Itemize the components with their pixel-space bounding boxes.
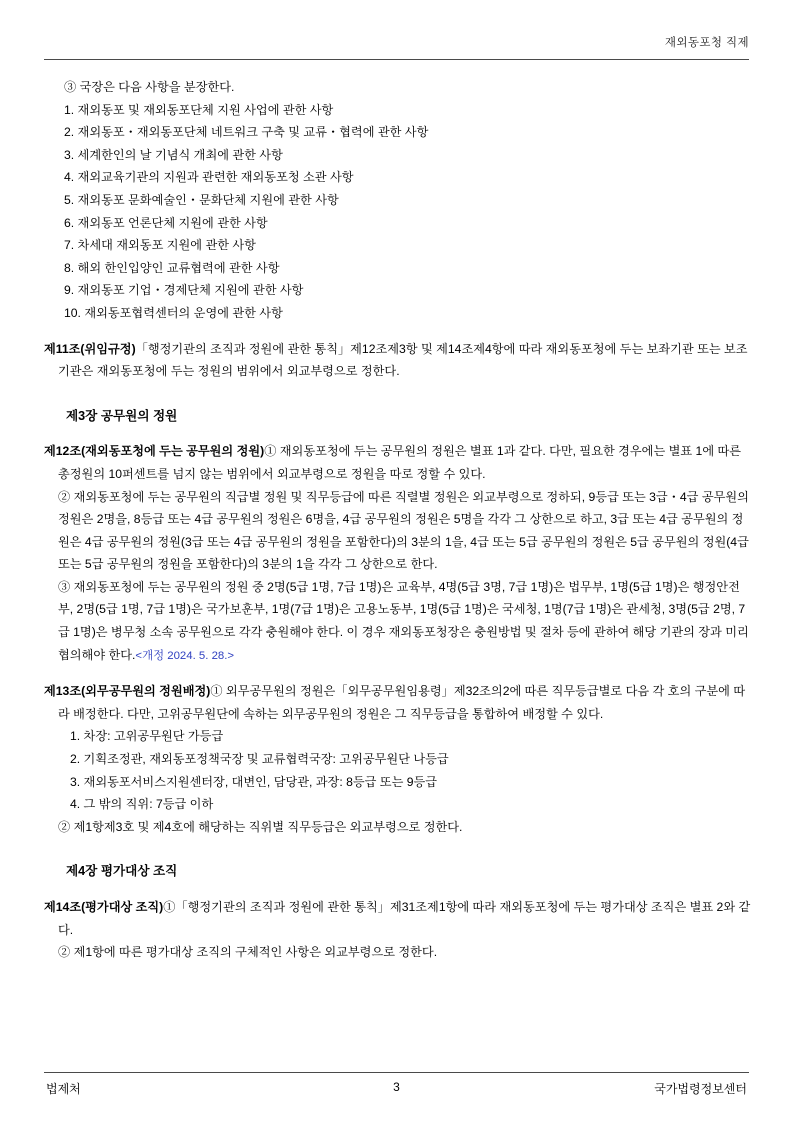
article-12-paragraph-1 [44,440,752,485]
footer-publisher: 법제처 [46,1082,81,1096]
page-content [44,76,752,964]
page-header [44,34,749,64]
list-item: ③ 국장은 다음 사항을 분장한다. [64,80,235,94]
list-item: 4. 재외교육기관의 지원과 관련한 재외동포청 소관 사항 [64,170,354,185]
article-14-paragraph-1 [44,896,752,941]
article-12 [44,440,752,667]
list-item: 8. 해외 한인입양인 교류협력에 관한 사항 [64,260,280,275]
list-item: 4. 그 밖의 직위: 7등급 이하 [70,797,214,812]
list-item: 2. 기획조정관, 재외동포정책국장 및 교류협력국장: 고위공무원단 나등급 [70,752,449,767]
footer-source: 국가법령정보센터 [654,1082,747,1096]
article-11-text: 「행정기관의 조직과 정원에 관한 통칙」제12조제3항 및 제14조제4항에 따라 재외동포청에 두는 보좌기관 또는 보조기관은 재외동포청에 두는 정원의 범위에서 외교부령으로 정한다. [58,341,748,379]
article-12-paragraph-2: ② 재외동포청에 두는 공무원의 직급별 정원 및 직무등급에 따른 직렬별 정원은 외교부령으로 정하되, 9등급 또는 3급・4급 공무원의 정원은 2명을, 8등급 또는 4급 공무원의 정원은 6명을, 4급 공무원의 정원은 5명을 각각 그 상한으로 하고, 3급 또는 4급 공무원의 정원은 4급 공무원의 정원(3급 또는 4급 공무원의 정원을 포함한다)의 3분의 1을, 4급 또는 5급 공무원의 정원은 5급 공무원의 정원(4급 또는 5급 공무원의 정원을 포함한다)의 3분의 1을 각각 그 상한으로 한다. [58,489,749,572]
list-item: 3. 재외동포서비스지원센터장, 대변인, 담당관, 과장: 8등급 또는 9등급 [70,774,438,789]
list-item: 6. 재외동포 언론단체 지원에 관한 사항 [64,215,268,230]
list-item: 9. 재외동포 기업・경제단체 지원에 관한 사항 [64,283,304,298]
list-item: 2. 재외동포・재외동포단체 네트워크 구축 및 교류・협력에 관한 사항 [64,125,429,140]
article-14-paragraph-2: ② 제1항에 따른 평가대상 조직의 구체적인 사항은 외교부령으로 정한다. [58,945,438,960]
article-12-text-1: ① 재외동포청에 두는 공무원의 정원은 별표 1과 같다. 다만, 필요한 경우에는 별표 1에 따른 총정원의 10퍼센트를 넘지 않는 범위에서 외교부령으로 정원을 따로 정할 수 있다. [58,444,742,481]
list-item: 1. 차장: 고위공무원단 가등급 [70,729,224,744]
list-item: 5. 재외동포 문화예술인・문화단체 지원에 관한 사항 [64,192,339,207]
article-11 [44,338,752,383]
clause-3-list [44,76,752,325]
chapter-4-heading: 제4장 평가대상 조직 [66,864,178,879]
article-14-label: 제14조(평가대상 조직) [44,900,164,914]
header-title: 재외동포청 직제 [664,37,749,49]
chapter-3-heading: 제3장 공무원의 정원 [66,408,178,423]
list-item: 7. 차세대 재외동포 지원에 관한 사항 [64,238,256,253]
article-13-paragraph-2: ② 제1항제3호 및 제4호에 해당하는 직위별 직무등급은 외교부령으로 정한다. [58,819,463,834]
list-item: 10. 재외동포협력센터의 운영에 관한 사항 [64,305,283,320]
article-13-text-1: ① 외무공무원의 정원은「외무공무원임용령」제32조의2에 따른 직무등급별로 다음 각 호의 구분에 따라 배정한다. 다만, 고위공무원단에 속하는 외무공무원의 정원은 그 직무등급을 통합하여 배정할 수 있다. [58,684,746,721]
article-14-text-1: ①「행정기관의 조직과 정원에 관한 통칙」제31조제1항에 따라 재외동포청에 두는 평가대상 조직은 별표 2와 같다. [58,900,751,937]
article-13-paragraph-1 [44,680,752,725]
page-number: 3 [393,1080,400,1094]
article-12-paragraph-3 [44,576,752,667]
list-item: 1. 재외동포 및 재외동포단체 지원 사업에 관한 사항 [64,102,334,117]
header-divider [44,59,749,60]
amendment-note: <개정 2024. 5. 28.> [135,649,235,662]
article-11-label: 제11조(위임규정) [44,341,136,356]
article-14 [44,896,752,964]
article-12-label: 제12조(재외동포청에 두는 공무원의 정원) [44,444,265,459]
article-13 [44,680,752,838]
page-footer [44,1072,749,1106]
article-11-paragraph [44,338,752,383]
article-12-text-3: ③ 재외동포청에 두는 공무원의 정원 중 2명(5급 1명, 7급 1명)은 교육부, 4명(5급 3명, 7급 1명)은 법무부, 1명(5급 1명)은 행정안전부, 2명(5급 1명, 7급 1명)은 국가보훈부, 1명(7급 1명)은 고용노동부, 1명(5급 1명)은 국세청, 1명(7급 1명)은 관세청, 3명(5급 2명, 7급 1명)은 병무청 소속 공무원으로 각각 충원해야 한다. 이 경우 재외동포청장은 충원방법 및 절차 등에 관하여 해당 기관의 장과 미리 협의해야 한다. [58,579,749,662]
list-item: 3. 세계한인의 날 기념식 개최에 관한 사항 [64,147,283,162]
article-13-label: 제13조(외무공무원의 정원배정) [44,684,211,699]
footer-divider [44,1072,749,1073]
